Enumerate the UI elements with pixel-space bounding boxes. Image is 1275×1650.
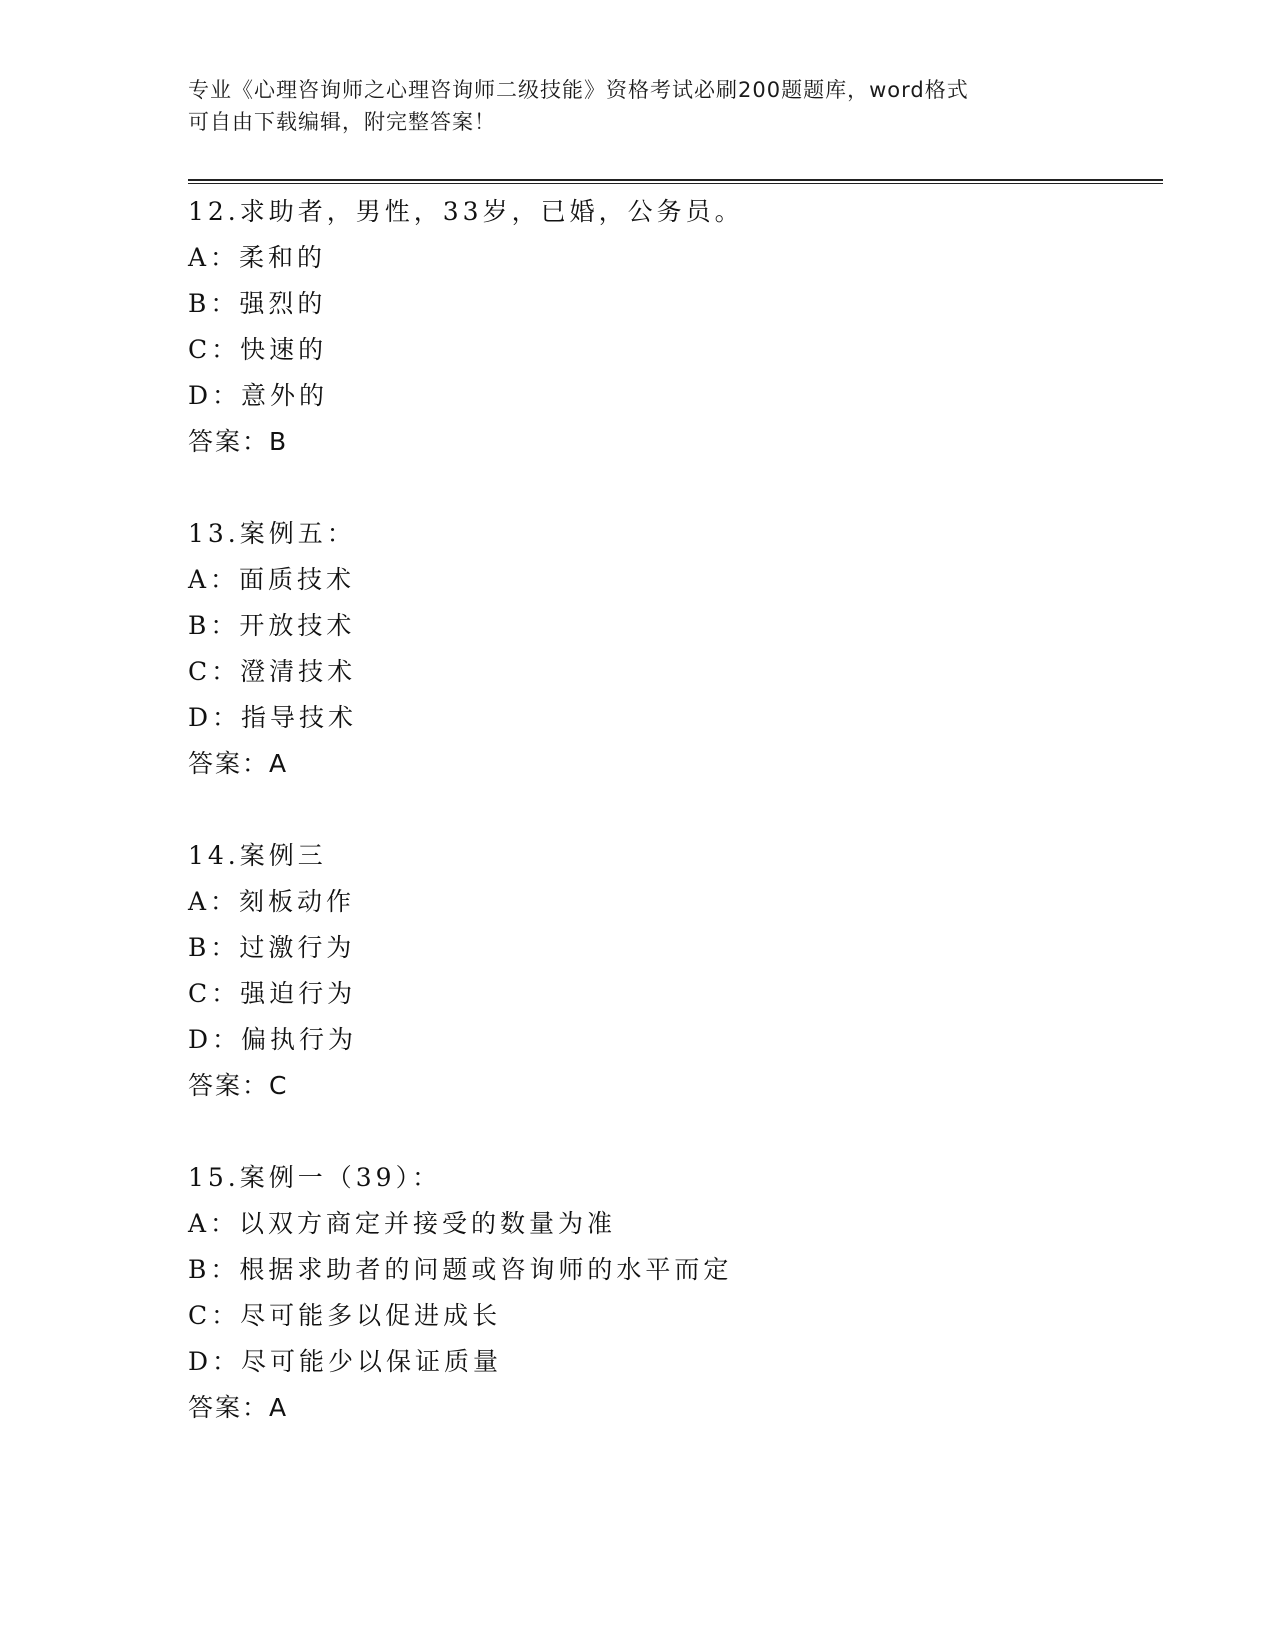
option-b: B：开放技术 [188, 611, 356, 640]
option-b: B：强烈的 [188, 289, 327, 318]
option-a: A：以双方商定并接受的数量为准 [188, 1209, 617, 1238]
question-stem: 15.案例一（39）： [188, 1163, 442, 1192]
option-b: B：根据求助者的问题或咨询师的水平而定 [188, 1255, 733, 1284]
question-stem: 12.求助者，男性，33岁，已婚，公务员。 [188, 197, 744, 226]
header-line-1: 专业《心理咨询师之心理咨询师二级技能》资格考试必刷200题题库，word格式 [188, 78, 969, 102]
answer-key: 答案：A [188, 1393, 289, 1422]
option-c: C：澄清技术 [188, 657, 357, 686]
option-d: D：指导技术 [188, 703, 358, 732]
question-13 [188, 511, 1148, 787]
question-12 [188, 189, 1148, 465]
question-stem: 13.案例五： [188, 519, 356, 548]
answer-key: 答案：C [188, 1071, 289, 1100]
question-14 [188, 833, 1148, 1109]
option-c: C：尽可能多以促进成长 [188, 1301, 502, 1330]
answer-key: 答案：B [188, 427, 289, 456]
option-d: D：尽可能少以保证质量 [188, 1347, 503, 1376]
option-a: A：面质技术 [188, 565, 356, 594]
option-b: B：过激行为 [188, 933, 356, 962]
option-d: D：意外的 [188, 381, 329, 410]
option-c: C：强迫行为 [188, 979, 357, 1008]
question-list [188, 189, 1148, 1477]
header-line-2: 可自由下载编辑，附完整答案！ [188, 110, 496, 134]
answer-key: 答案：A [188, 749, 289, 778]
document-header [188, 74, 1088, 138]
option-a: A：柔和的 [188, 243, 327, 272]
question-15 [188, 1155, 1148, 1431]
option-d: D：偏执行为 [188, 1025, 358, 1054]
header-divider [188, 179, 1163, 184]
option-a: A：刻板动作 [188, 887, 356, 916]
option-c: C：快速的 [188, 335, 328, 364]
question-stem: 14.案例三 [188, 841, 327, 870]
